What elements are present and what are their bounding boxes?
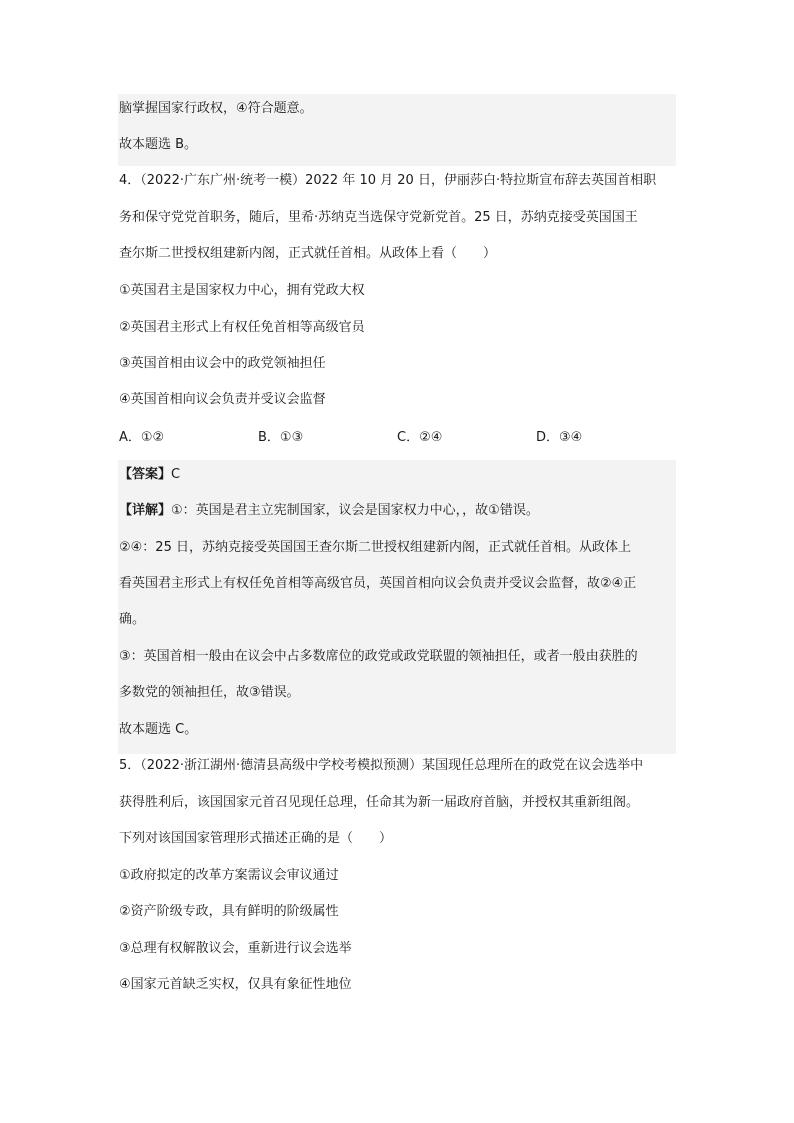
- q4-option-c: C．②④: [397, 430, 443, 445]
- detail-text-1: ①：英国是君主立宪制国家，议会是国家权力中心，，故①错误。: [171, 503, 539, 518]
- prev-solution-line-1: 脑掌握国家行政权，④符合题意。: [119, 101, 313, 116]
- q5-stem-line-1: 5．（2022·浙江湖州·德清县高级中学校考模拟预测）某国现任总理所在的政党在议会选举中: [119, 758, 644, 773]
- q4-detail-line-6: 多数党的领袖担任，故③错误。: [119, 685, 300, 700]
- q4-detail-line-2: ②④：25 日，苏纳克接受英国国王查尔斯二世授权组建新内阁，正式就任首相。从政体上: [119, 540, 631, 555]
- q4-statement-1: ①英国君主是国家权力中心，拥有党政大权: [119, 283, 365, 298]
- prev-solution-conclusion: 故本题选 B。: [119, 137, 198, 152]
- q4-option-b: B．①③: [258, 430, 304, 445]
- q4-detail-line-5: ③：英国首相一般由在议会中占多数席位的政党或政党联盟的领袖担任，或者一般由获胜的: [119, 649, 638, 664]
- q5-statement-4: ④国家元首缺乏实权，仅具有象征性地位: [119, 977, 352, 992]
- answer-value: C: [171, 467, 181, 482]
- q5-statement-3: ③总理有权解散议会，重新进行议会选举: [119, 941, 352, 956]
- q4-stem-line-3: 查尔斯二世授权组建新内阁，正式就任首相。从政体上看（ ）: [119, 246, 497, 261]
- q4-detail-conclusion: 故本题选 C。: [119, 722, 198, 737]
- q4-detail-line-1: [119, 503, 539, 519]
- q4-statement-4: ④英国首相向议会负责并受议会监督: [119, 392, 326, 407]
- q4-option-d: D．③④: [536, 430, 583, 445]
- q5-statement-1: ①政府拟定的改革方案需议会审议通过: [119, 868, 339, 883]
- q4-detail-line-3: 看英国君主形式上有权任免首相等高级官员，英国首相向议会负责并受议会监督，故②④正: [119, 576, 637, 591]
- q4-stem-line-1: 4．（2022·广东广州·统考一模）2022 年 10 月 20 日，伊丽莎白·特拉斯宣布辞去英国首相职: [119, 173, 657, 188]
- q4-statement-2: ②英国君主形式上有权任免首相等高级官员: [119, 320, 365, 335]
- answer-label: 【答案】: [119, 467, 172, 482]
- q4-detail-line-4: 确。: [119, 612, 146, 627]
- q4-answer: [119, 467, 180, 483]
- q5-stem-line-2: 获得胜利后，该国国家元首召见现任总理，任命其为新一届政府首脑，并授权其重新组阁。: [119, 795, 640, 810]
- q4-stem-line-2: 务和保守党党首职务，随后，里希·苏纳克当选保守党新党首。25 日，苏纳克接受英国国王: [119, 210, 638, 225]
- q4-statement-3: ③英国首相由议会中的政党领袖担任: [119, 356, 326, 371]
- q5-statement-2: ②资产阶级专政，具有鲜明的阶级属性: [119, 904, 339, 919]
- q4-option-a: A．①②: [119, 430, 165, 445]
- detail-label: 【详解】: [119, 503, 172, 518]
- q5-stem-line-3: 下列对该国国家管理形式描述正确的是（ ）: [119, 831, 393, 846]
